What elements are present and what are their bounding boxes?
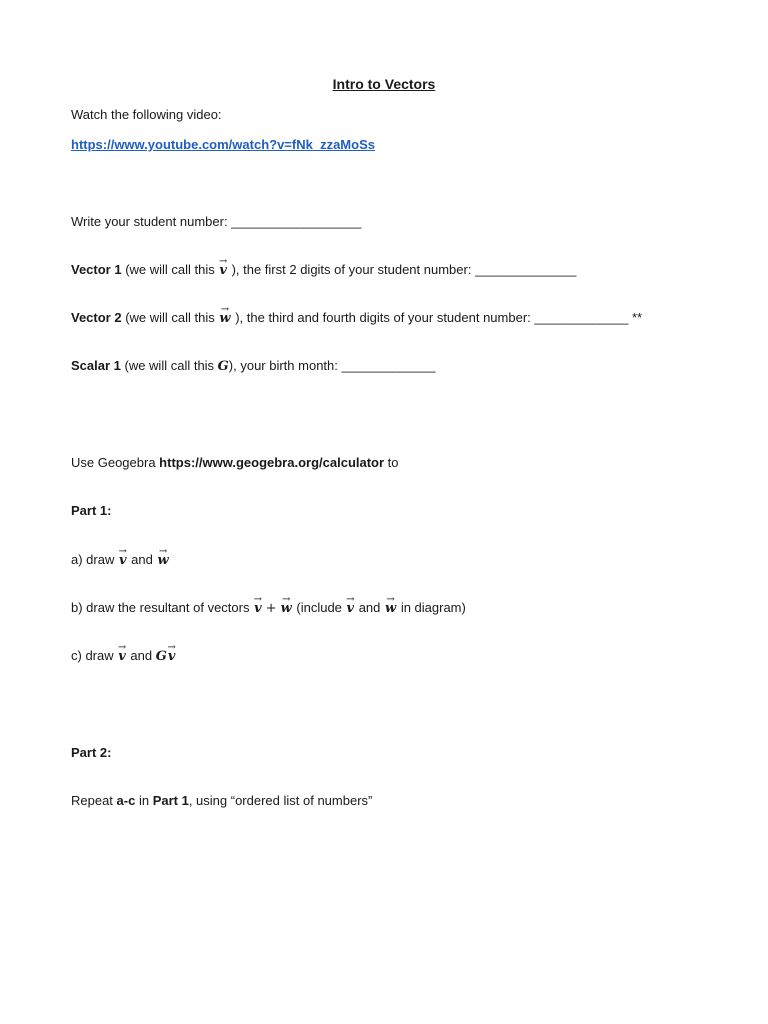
item-b-and: and: [355, 600, 384, 615]
part1-item-b: [71, 600, 466, 617]
geogebra-post: to: [384, 455, 399, 470]
scalar-g-symbol: G: [155, 649, 167, 664]
repeat-range: a-c: [116, 793, 136, 808]
scalar1-blank: _____________: [341, 358, 436, 373]
item-b-text: b) draw the resultant of vectors: [71, 600, 254, 615]
page-title: Intro to Vectors: [332, 76, 436, 92]
part1-heading-text: Part 1:: [71, 503, 112, 518]
video-link[interactable]: https://www.youtube.com/watch?v=fNk_zzaMoSs: [71, 137, 375, 152]
repeat-part-ref: Part 1: [152, 793, 189, 808]
repeat-pre: Repeat: [71, 793, 117, 808]
scalar1-description: ), your birth month:: [228, 358, 342, 373]
vector2-note-mark: **: [628, 310, 643, 325]
geogebra-line: [71, 455, 399, 471]
scalar-g-symbol: G: [217, 359, 229, 374]
student-number-line: [71, 214, 361, 230]
student-number-blank: __________________: [231, 214, 362, 229]
student-number-label: Write your student number:: [71, 214, 232, 229]
vector2-pre: (we will call this: [121, 310, 219, 325]
plus-sign: +: [265, 601, 277, 616]
vector-w-symbol: → w: [218, 311, 231, 327]
scalar1-line: [71, 358, 436, 375]
item-a-text: a) draw: [71, 552, 118, 567]
vector2-label: Vector 2: [71, 310, 122, 325]
video-link-line: [71, 137, 375, 153]
part2-heading: [71, 745, 111, 761]
part2-heading-text: Part 2:: [71, 745, 112, 760]
item-b-post: in diagram): [397, 600, 466, 615]
vector1-line: [71, 262, 576, 279]
vector-v-symbol: → v: [253, 601, 263, 617]
item-c-and: and: [126, 648, 156, 663]
item-b-include: (include: [292, 600, 346, 615]
vector-v-symbol: → v: [117, 649, 127, 665]
scalar1-pre: (we will call this: [120, 358, 218, 373]
vector2-blank: _____________: [534, 310, 629, 325]
part1-item-c: [71, 648, 176, 665]
vector1-pre: (we will call this: [121, 262, 219, 277]
vector-w-symbol: → w: [384, 601, 397, 617]
geogebra-pre: Use Geogebra: [71, 455, 160, 470]
vector-v-symbol: → v: [218, 263, 228, 279]
part2-instruction: [71, 793, 372, 809]
vector-v-symbol: → v: [167, 649, 177, 665]
item-a-and: and: [127, 552, 157, 567]
geogebra-url: https://www.geogebra.org/calculator: [159, 455, 385, 470]
vector2-line: [71, 310, 642, 327]
repeat-mid: in: [135, 793, 153, 808]
part1-item-a: [71, 552, 170, 569]
vector-v-symbol: → v: [118, 553, 128, 569]
vector2-description: ), the third and fourth digits of your student number:: [231, 310, 535, 325]
item-c-text: c) draw: [71, 648, 118, 663]
scalar1-label: Scalar 1: [71, 358, 121, 373]
watch-instruction: Watch the following video:: [71, 107, 222, 122]
part1-heading: [71, 503, 111, 519]
vector1-description: ), the first 2 digits of your student number:: [227, 262, 476, 277]
vector-v-symbol: → v: [346, 601, 356, 617]
vector1-blank: ______________: [475, 262, 577, 277]
vector-w-symbol: → w: [156, 553, 169, 569]
vector-w-symbol: → w: [280, 601, 293, 617]
repeat-post: , using “ordered list of numbers”: [188, 793, 373, 808]
vector1-label: Vector 1: [71, 262, 122, 277]
